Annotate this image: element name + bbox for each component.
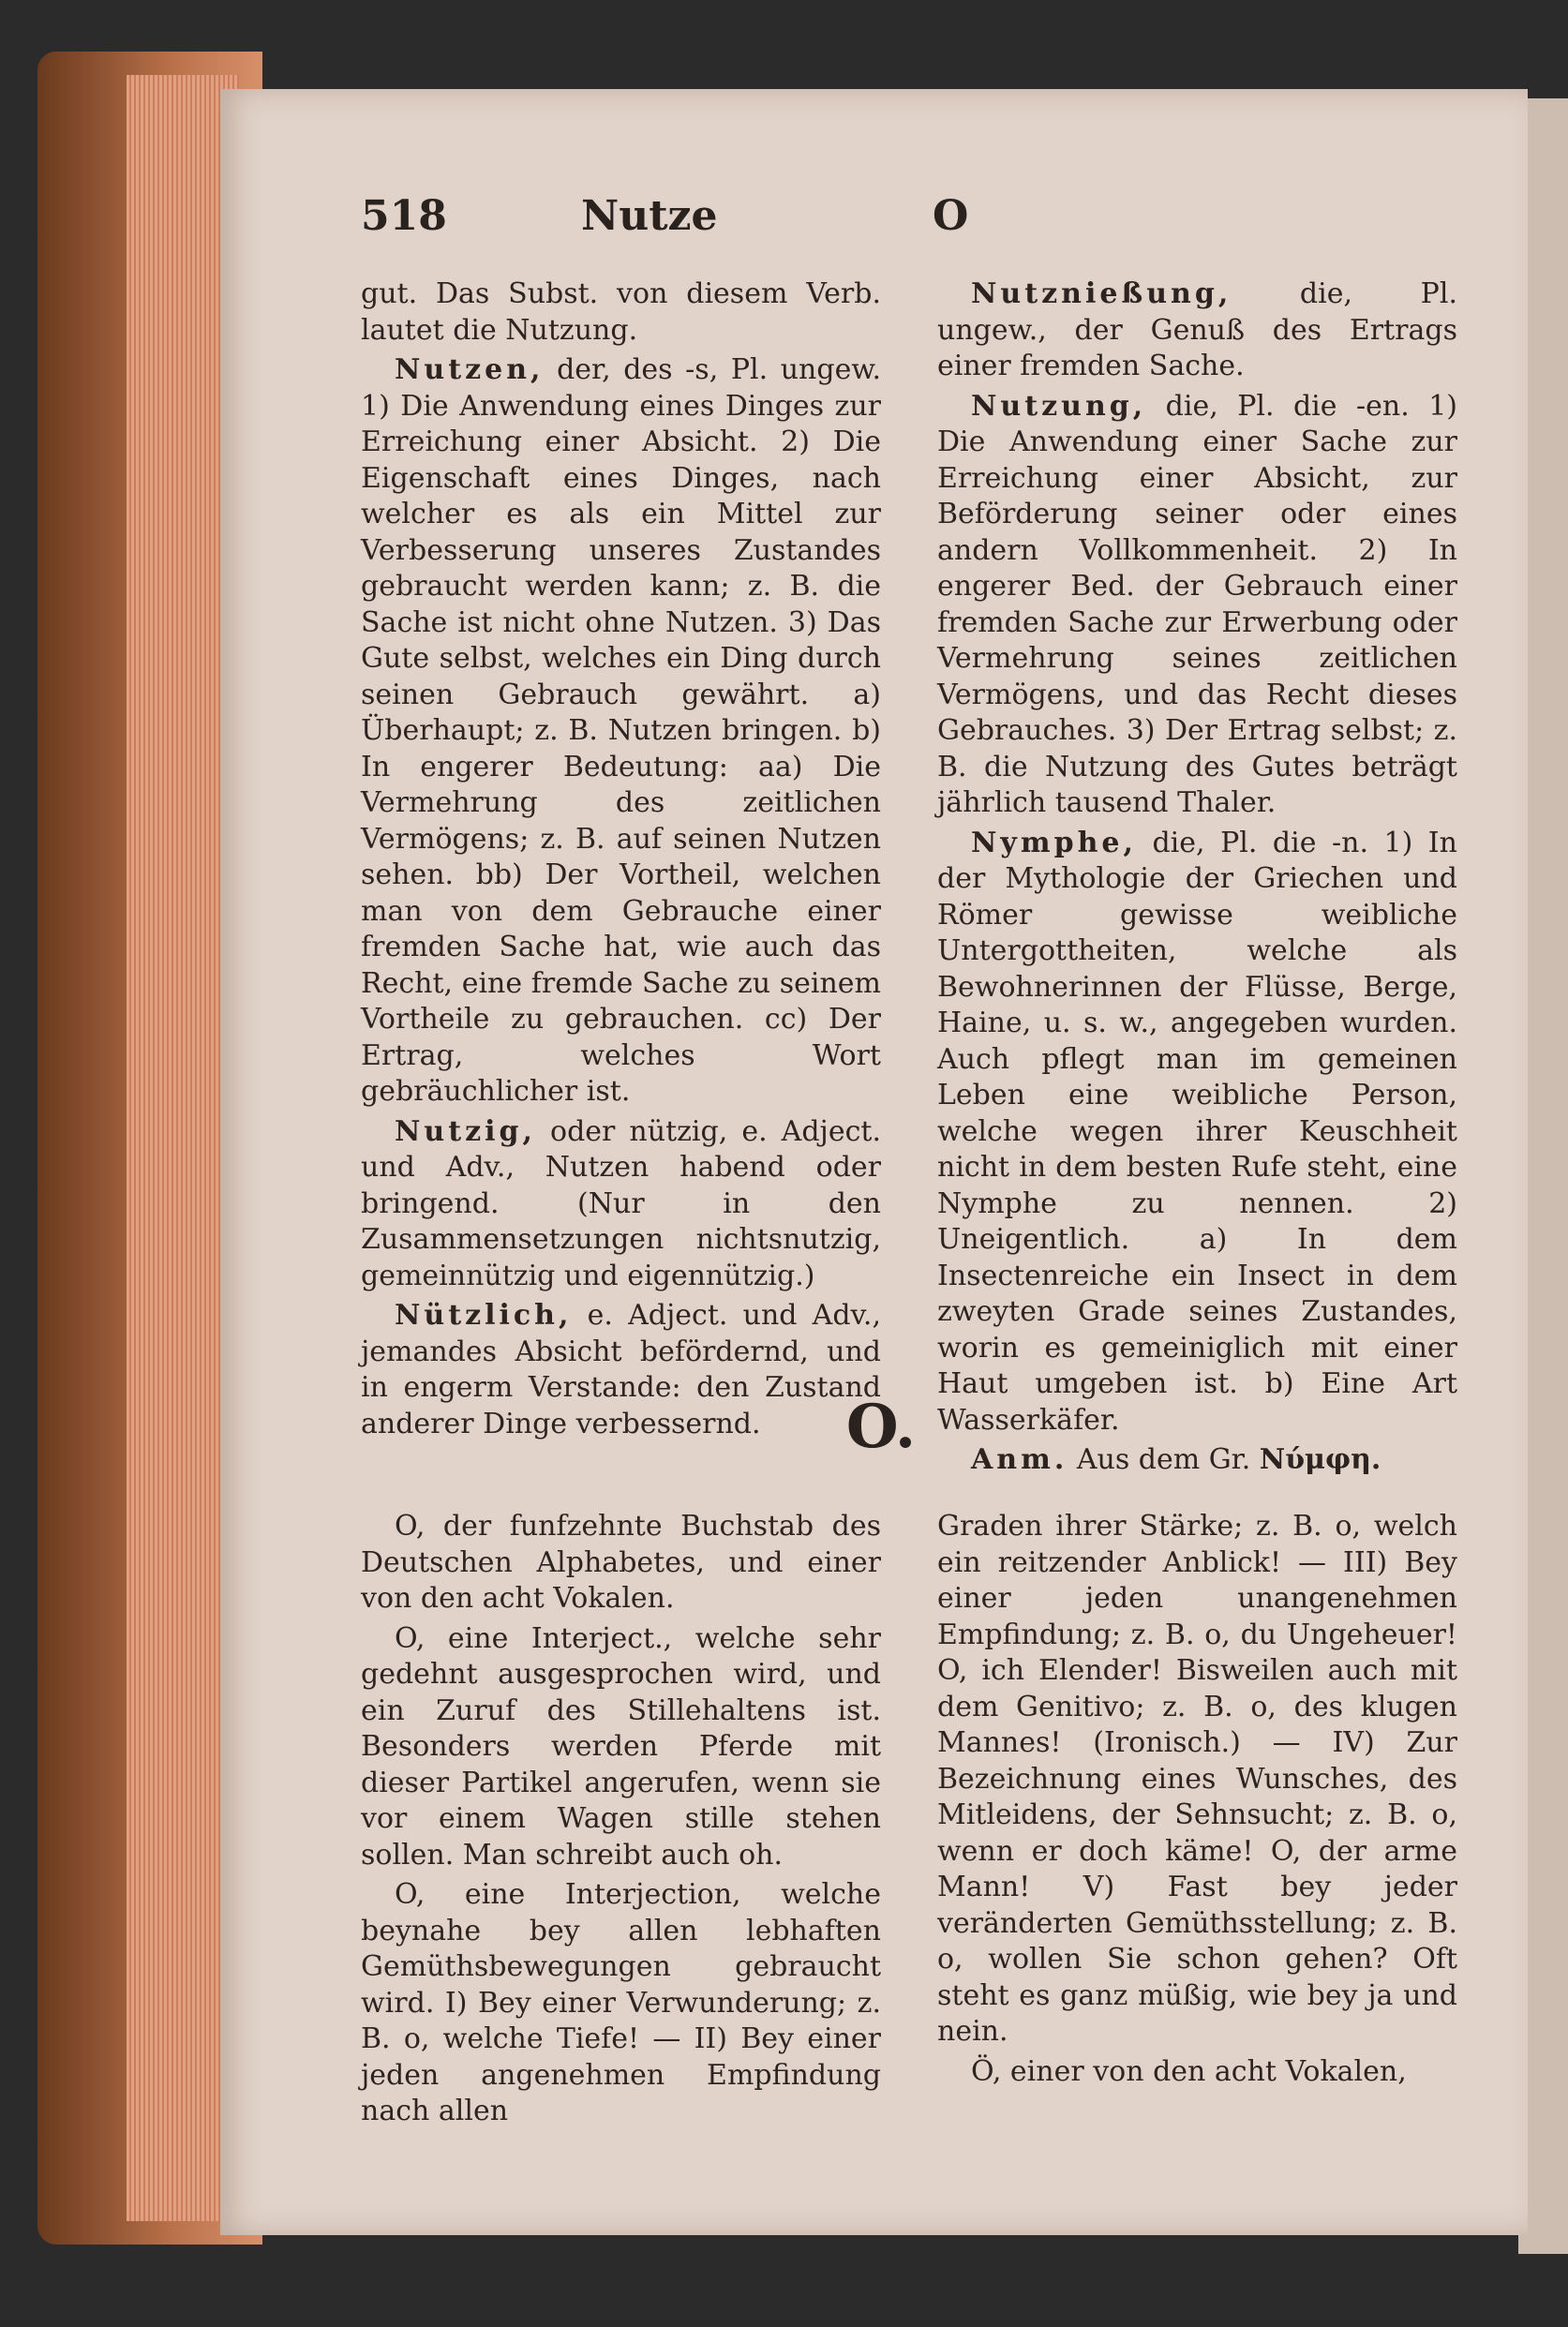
entry-text: O, eine Interject., welche sehr gedehnt ausgesprochen wird, und ein Zuruf des Stillehaltens ist. Besonders werden Pferde mit dieser Partikel angerufen, wenn sie vor einem Wagen stille stehen sollen. Man schreibt auch oh. [361,1621,881,1872]
column-top-right [937,276,1457,1483]
column-top-left [361,276,881,1446]
page-number: 518 [361,192,447,240]
running-header [361,192,1476,258]
section-letter: O. [845,1392,917,1462]
entry-headword: Nutzig, [395,1114,536,1148]
dictionary-entry [937,276,1457,385]
dictionary-entry [937,826,1457,1439]
entry-text: O, eine Interjection, welche beynahe bey allen lebhaften Gemüthsbewegungen gebraucht wird. I) Bey einer Verwunderung; z. B. o, welche Tiefe! — II) Bey einer jeden angenehmen Empfindung nach allen [361,1878,881,2127]
dictionary-entry [361,352,881,1111]
running-letter: O [933,192,969,240]
dictionary-entry [937,389,1457,822]
entry-text: Ö, einer von den acht Vokalen, [971,2054,1407,2088]
entry-text: Graden ihrer Stärke; z. B. o, welch ein reitzender Anblick! — III) Bey einer jeden unangenehmen Empfindung; z. B. o, du Ungeheuer! O, ich Elender! Bisweilen auch mit dem Genitivo; z. B. o, des klugen Mannes! (Ironisch.) — IV) Zur Bezeichnung eines Wunsches, des Mitleidens, der Sehnsucht; z. B. o, wenn er doch käme! O, der arme Mann! V) Fast bey jeder veränderten Gemüthsstellung; z. B. o, wollen Sie schon gehen? Oft steht es ganz müßig, wie bey ja und nein. [937,1510,1457,2048]
column-bottom-right [937,1509,1457,2094]
running-headword: Nutze [581,192,718,240]
entry-headword: Nutzen, [395,353,545,386]
entry-text: gut. Das Subst. von diesem Verb. lautet die Nutzung. [361,277,881,347]
entry-headword: Nutznießung, [971,277,1232,310]
dictionary-entry [361,1621,881,1874]
entry-text: O, der funfzehnte Buchstab des Deutschen Alphabetes, und einer von den acht Vokalen. [361,1510,881,1615]
dictionary-entry [937,1442,1457,1479]
dictionary-entry [937,1509,1457,2051]
dictionary-entry [361,1298,881,1442]
dictionary-entry [361,1877,881,2130]
entry-text: die, Pl. ungew., der Genuß des Ertrags einer fremden Sache. [937,277,1457,382]
entry-headword: Nutzung, [971,389,1147,423]
dictionary-entry [937,2054,1457,2091]
entry-text: Aus dem Gr. [1076,1443,1251,1476]
entry-text: oder nützig, e. Adject. und Adv., Nutzen habend oder bringend. (Nur in den Zusammensetzungen nichtsnutzig, gemeinnützig und eigennützig.) [361,1114,881,1292]
entry-headword: Anm. [971,1443,1068,1476]
dictionary-entry [361,1114,881,1295]
entry-text: die, Pl. die -en. 1) Die Anwendung einer Sache zur Erreichung einer Absicht, zur Beförderung seiner oder eines andern Vollkommenheit. 2) In engerer Bed. der Gebrauch einer fremden Sache zur Erwerbung oder Vermehrung seines zeitlichen Vermögens, und das Recht dieses Gebrauches. 3) Der Ertrag selbst; z. B. die Nutzung des Gutes beträgt jährlich tausend Thaler. [937,389,1457,819]
dictionary-entry [361,276,881,349]
entry-headword: Nymphe, [971,826,1137,859]
book-page [220,89,1528,2235]
dictionary-entry [361,1509,881,1618]
column-bottom-left [361,1509,881,2134]
entry-text: e. Adject. und Adv., jemandes Absicht befördernd, und in engerm Verstande: den Zustand anderer Dinge verbessernd. [361,1299,881,1440]
entry-text: der, des -s, Pl. ungew. 1) Die Anwendung eines Dinges zur Erreichung einer Absicht. 2) Die Eigenschaft eines Dinges, nach welcher es als ein Mittel zur Verbesserung unseres Zustandes gebraucht werden kann; z. B. die Sache ist nicht ohne Nutzen. 3) Das Gute selbst, welches ein Ding durch seinen Gebrauch gewährt. a) Überhaupt; z. B. Nutzen bringen. b) In engerer Bedeutung: aa) Die Vermehrung des zeitlichen Vermögens; z. B. auf seinen Nutzen sehen. bb) Der Vortheil, welchen man von dem Gebrauche einer fremden Sache hat, wie auch das Recht, eine fremde Sache zu seinem Vortheile zu gebrauchen. cc) Der Ertrag, welches Wort gebräuchlicher ist. [361,353,881,1108]
entry-headword: Nützlich, [395,1299,573,1332]
entry-greek: Νύμφη. [1259,1443,1381,1476]
entry-text: die, Pl. die -n. 1) In der Mythologie der Griechen und Römer gewisse weibliche Untergottheiten, welche als Bewohnerinnen der Flüsse, Berge, Haine, u. s. w., angegeben wurden. Auch pflegt man im gemeinen Leben eine weibliche Person, welche wegen ihrer Keuschheit nicht in dem besten Rufe steht, eine Nymphe zu nennen. 2) Uneigentlich. a) In dem Insectenreiche ein Insect in dem zweyten Grade seines Zustandes, worin es gemeiniglich mit einer Haut umgeben ist. b) Eine Art Wasserkäfer. [937,826,1457,1437]
